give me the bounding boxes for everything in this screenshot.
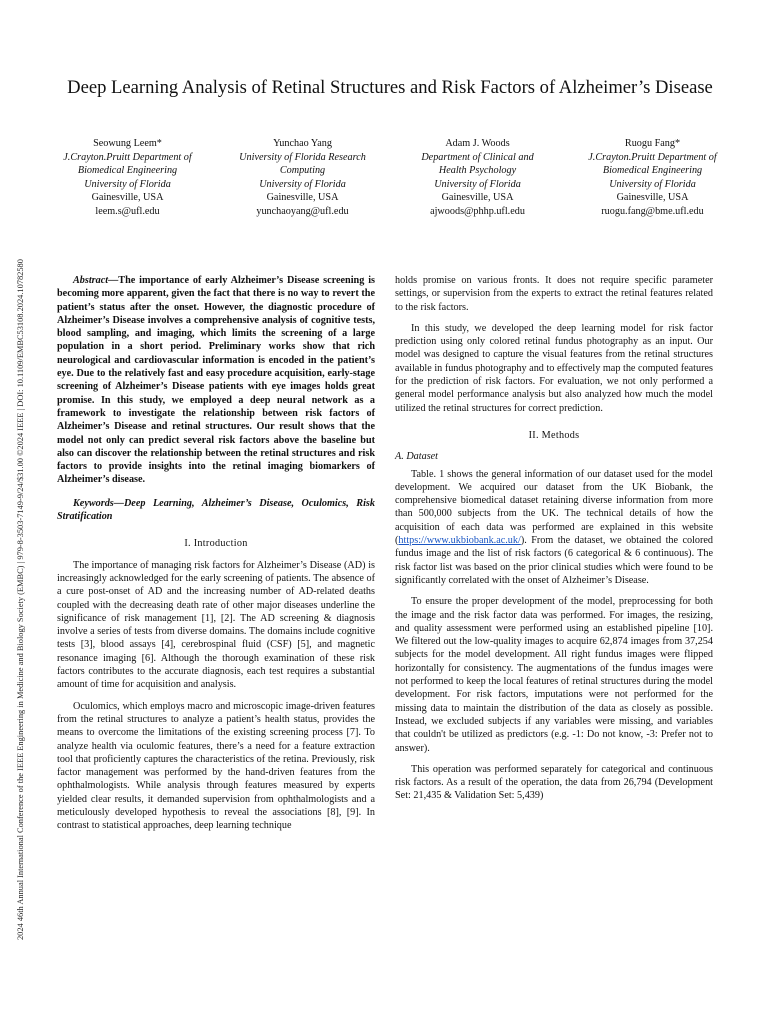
author-4: [565, 137, 740, 219]
author-affiliation-line: Biomedical Engineering: [602, 165, 703, 177]
right-column: [395, 274, 713, 811]
author-name: Ruogu Fang*: [624, 138, 681, 149]
intro-paragraph-3: In this study, we developed the deep learning model for risk factor prediction using only colored retinal fundus photography as an input. Our model was designed to capture the visual features from the retinal structures available in fundus photography and to effectively map the computed features for the prediction of risk factors. For evaluation, we not only performed a general model performance analysis but also analyzed how much the model utilized the retinal structures for correct prediction.: [395, 322, 713, 414]
author-name: Adam J. Woods: [445, 138, 510, 149]
author-block: [40, 137, 740, 227]
publication-sidebar: [14, 90, 28, 940]
author-affiliation-line: J.Crayton.Pruitt Department of: [588, 151, 717, 163]
abstract-label: Abstract—: [73, 275, 119, 286]
dataset-text-a: Table. 1 shows the general information of our dataset used for the model development. We acquired our dataset from the UK Biobank, the comprehensive biomedical dataset retaining diverse information from more than 500,000 subjects from the UK. The technical details of how the acquisition of each data was performed are explained in this website (: [395, 468, 713, 547]
author-affiliation-line: University of Florida: [609, 178, 696, 190]
author-affiliation-line: University of Florida: [259, 178, 346, 190]
author-affiliation-line: Department of Clinical and: [421, 151, 534, 163]
author-location: Gainesville, USA: [266, 192, 339, 204]
intro-continuation: holds promise on various fronts. It does not require specific parameter settings, or supervision from the experts to extract the retinal features related to the risk factors.: [395, 275, 713, 313]
intro-paragraph-2: Oculomics, which employs macro and microscopic image-driven features from the retinal structures to analyze a patient’s health status, provides the means to overcome the limitations of the existing screening process [7]. To analyze health via oculomic features, there’s a need for a feature extraction tool that proficiently captures the characteristics of the retina. Previously, risk factor management was performed by the hand-driven features from the ophthalmologists. While analysis through features measured by experts yielded clear results, it demanded supervision from ophthalmologists and a meticulously developed hypothesis to reveal the associations [8], [9]. In contrast to statistical approaches, deep learning technique: [57, 700, 375, 832]
subsection-heading-dataset: A. Dataset: [395, 451, 439, 463]
intro-paragraph-1: The importance of managing risk factors for Alzheimer’s Disease (AD) is increasingly acknowledged for the early screening of patients. The absence of a cure post-onset of AD and the increasing number of AD-related deaths coupled with the decreasing death rate of other major diseases underline the significance of risk management [1], [2]. The AD screening & diagnosis involve a series of tests from diverse domains. The domains include cognitive tests [3], blood assays [4], cerebrospinal fluid (CSF) [5], and magnetic resonance imaging [6]. Although the thorough examination of these risk factors contributes to the accurate diagnosis, each test requires a substantial amount of time for acquisition and analysis.: [57, 559, 375, 691]
author-1: [40, 137, 215, 219]
paper-title: Deep Learning Analysis of Retinal Structures and Risk Factors of Alzheimer’s Disease: [67, 77, 713, 98]
section-heading-methods: II. Methods: [528, 429, 580, 441]
author-name: Yunchao Yang: [273, 138, 332, 149]
dataset-paragraph-3: This operation was performed separately for categorical and continuous risk factors. As a result of the operation, the data from 26,794 (Development Set: 21,435 & Validation Set: 5,439): [395, 763, 713, 802]
author-email[interactable]: ruogu.fang@bme.ufl.edu: [601, 205, 704, 217]
publication-info: 2024 46th Annual International Conference of the IEEE Engineering in Medicine and Biology Society (EMBC) | 979-8-3503-7149-9/24/$31.00 ©2024 IEEE | DOI: 10.1109/EMBC53108.2024.10782580: [16, 259, 25, 940]
author-email[interactable]: ajwoods@phhp.ufl.edu: [430, 205, 525, 217]
section-heading-introduction: I. Introduction: [184, 538, 248, 550]
author-affiliation-line: University of Florida: [434, 178, 521, 190]
author-location: Gainesville, USA: [91, 192, 164, 204]
author-affiliation-line: Health Psychology: [438, 165, 517, 177]
author-email[interactable]: leem.s@ufl.edu: [95, 205, 160, 217]
dataset-text-b: ). From the dataset, we obtained the colored fundus image and the list of risk factors (6 categorical & 6 continuous). The risk factor list was based on the prior clinical studies which were found to be significantly correlated with the onset of Alzheimer’s Disease.: [395, 535, 713, 586]
author-location: Gainesville, USA: [441, 192, 514, 204]
author-affiliation-line: Biomedical Engineering: [77, 165, 178, 177]
author-affiliation-line: Computing: [279, 165, 326, 177]
left-column: [57, 274, 375, 841]
author-affiliation-line: University of Florida: [84, 178, 171, 190]
author-affiliation-line: J.Crayton.Pruitt Department of: [63, 151, 192, 163]
author-affiliation-line: University of Florida Research: [239, 151, 366, 163]
author-2: [215, 137, 390, 219]
author-3: [390, 137, 565, 219]
keywords: Keywords—Deep Learning, Alzheimer’s Disease, Oculomics, Risk Stratification: [57, 497, 375, 523]
abstract: [57, 274, 375, 487]
author-email[interactable]: yunchaoyang@ufl.edu: [256, 205, 349, 217]
dataset-paragraph-2: To ensure the proper development of the model, preprocessing for both the image and the risk factor data was performed. For images, the resizing, and quality assessment were performed using an established pipeline [10]. We filtered out the low-quality images to acquire 62,874 images from 37,254 subjects for the model development. All right fundus images were flipped horizontally for consistency. The augmentations of the fundus images were not performed to keep the local features of retinal structures during the model development. For risk factors, imputations were not performed for the missing data to maintain the distribution of the data as closely as possible. Instead, we excluded subjects if any variables were missing, and variables that couldn't be utilized as predictors (e.g. -1: Do not know, -3: Prefer not to answer).: [395, 596, 713, 754]
abstract-text: The importance of early Alzheimer’s Disease screening is becoming more apparent, given the fact that there is no way to revert the patient’s status after the onset. However, the diagnostic procedure of Alzheimer’s Disease involves a comprehensive analysis of cognitive tests, blood sampling, and imaging, which limits the screening of a large population in a short period. Preliminary works show that rich neurological and cardiovascular information is encoded in the patient’s eye. Due to the relatively fast and easy procedure acquisition, early-stage screening of Alzheimer’s Disease patients with eye images holds great promise. In this study, we employed a deep neural network as a framework to investigate the relationship between risk factors of Alzheimer’s Disease and retinal structures. Our result shows that the model not only can predict several risk factors above the baseline but also can discover the relationship between the retinal structures and risk factors to provide insights into the retinal imaging biomarkers of Alzheimer’s disease.: [57, 275, 375, 486]
author-location: Gainesville, USA: [616, 192, 689, 204]
dataset-paragraph-1: [395, 468, 713, 588]
ukbiobank-link[interactable]: https://www.ukbiobank.ac.uk/: [398, 535, 521, 547]
author-name: Seowung Leem*: [93, 138, 162, 149]
